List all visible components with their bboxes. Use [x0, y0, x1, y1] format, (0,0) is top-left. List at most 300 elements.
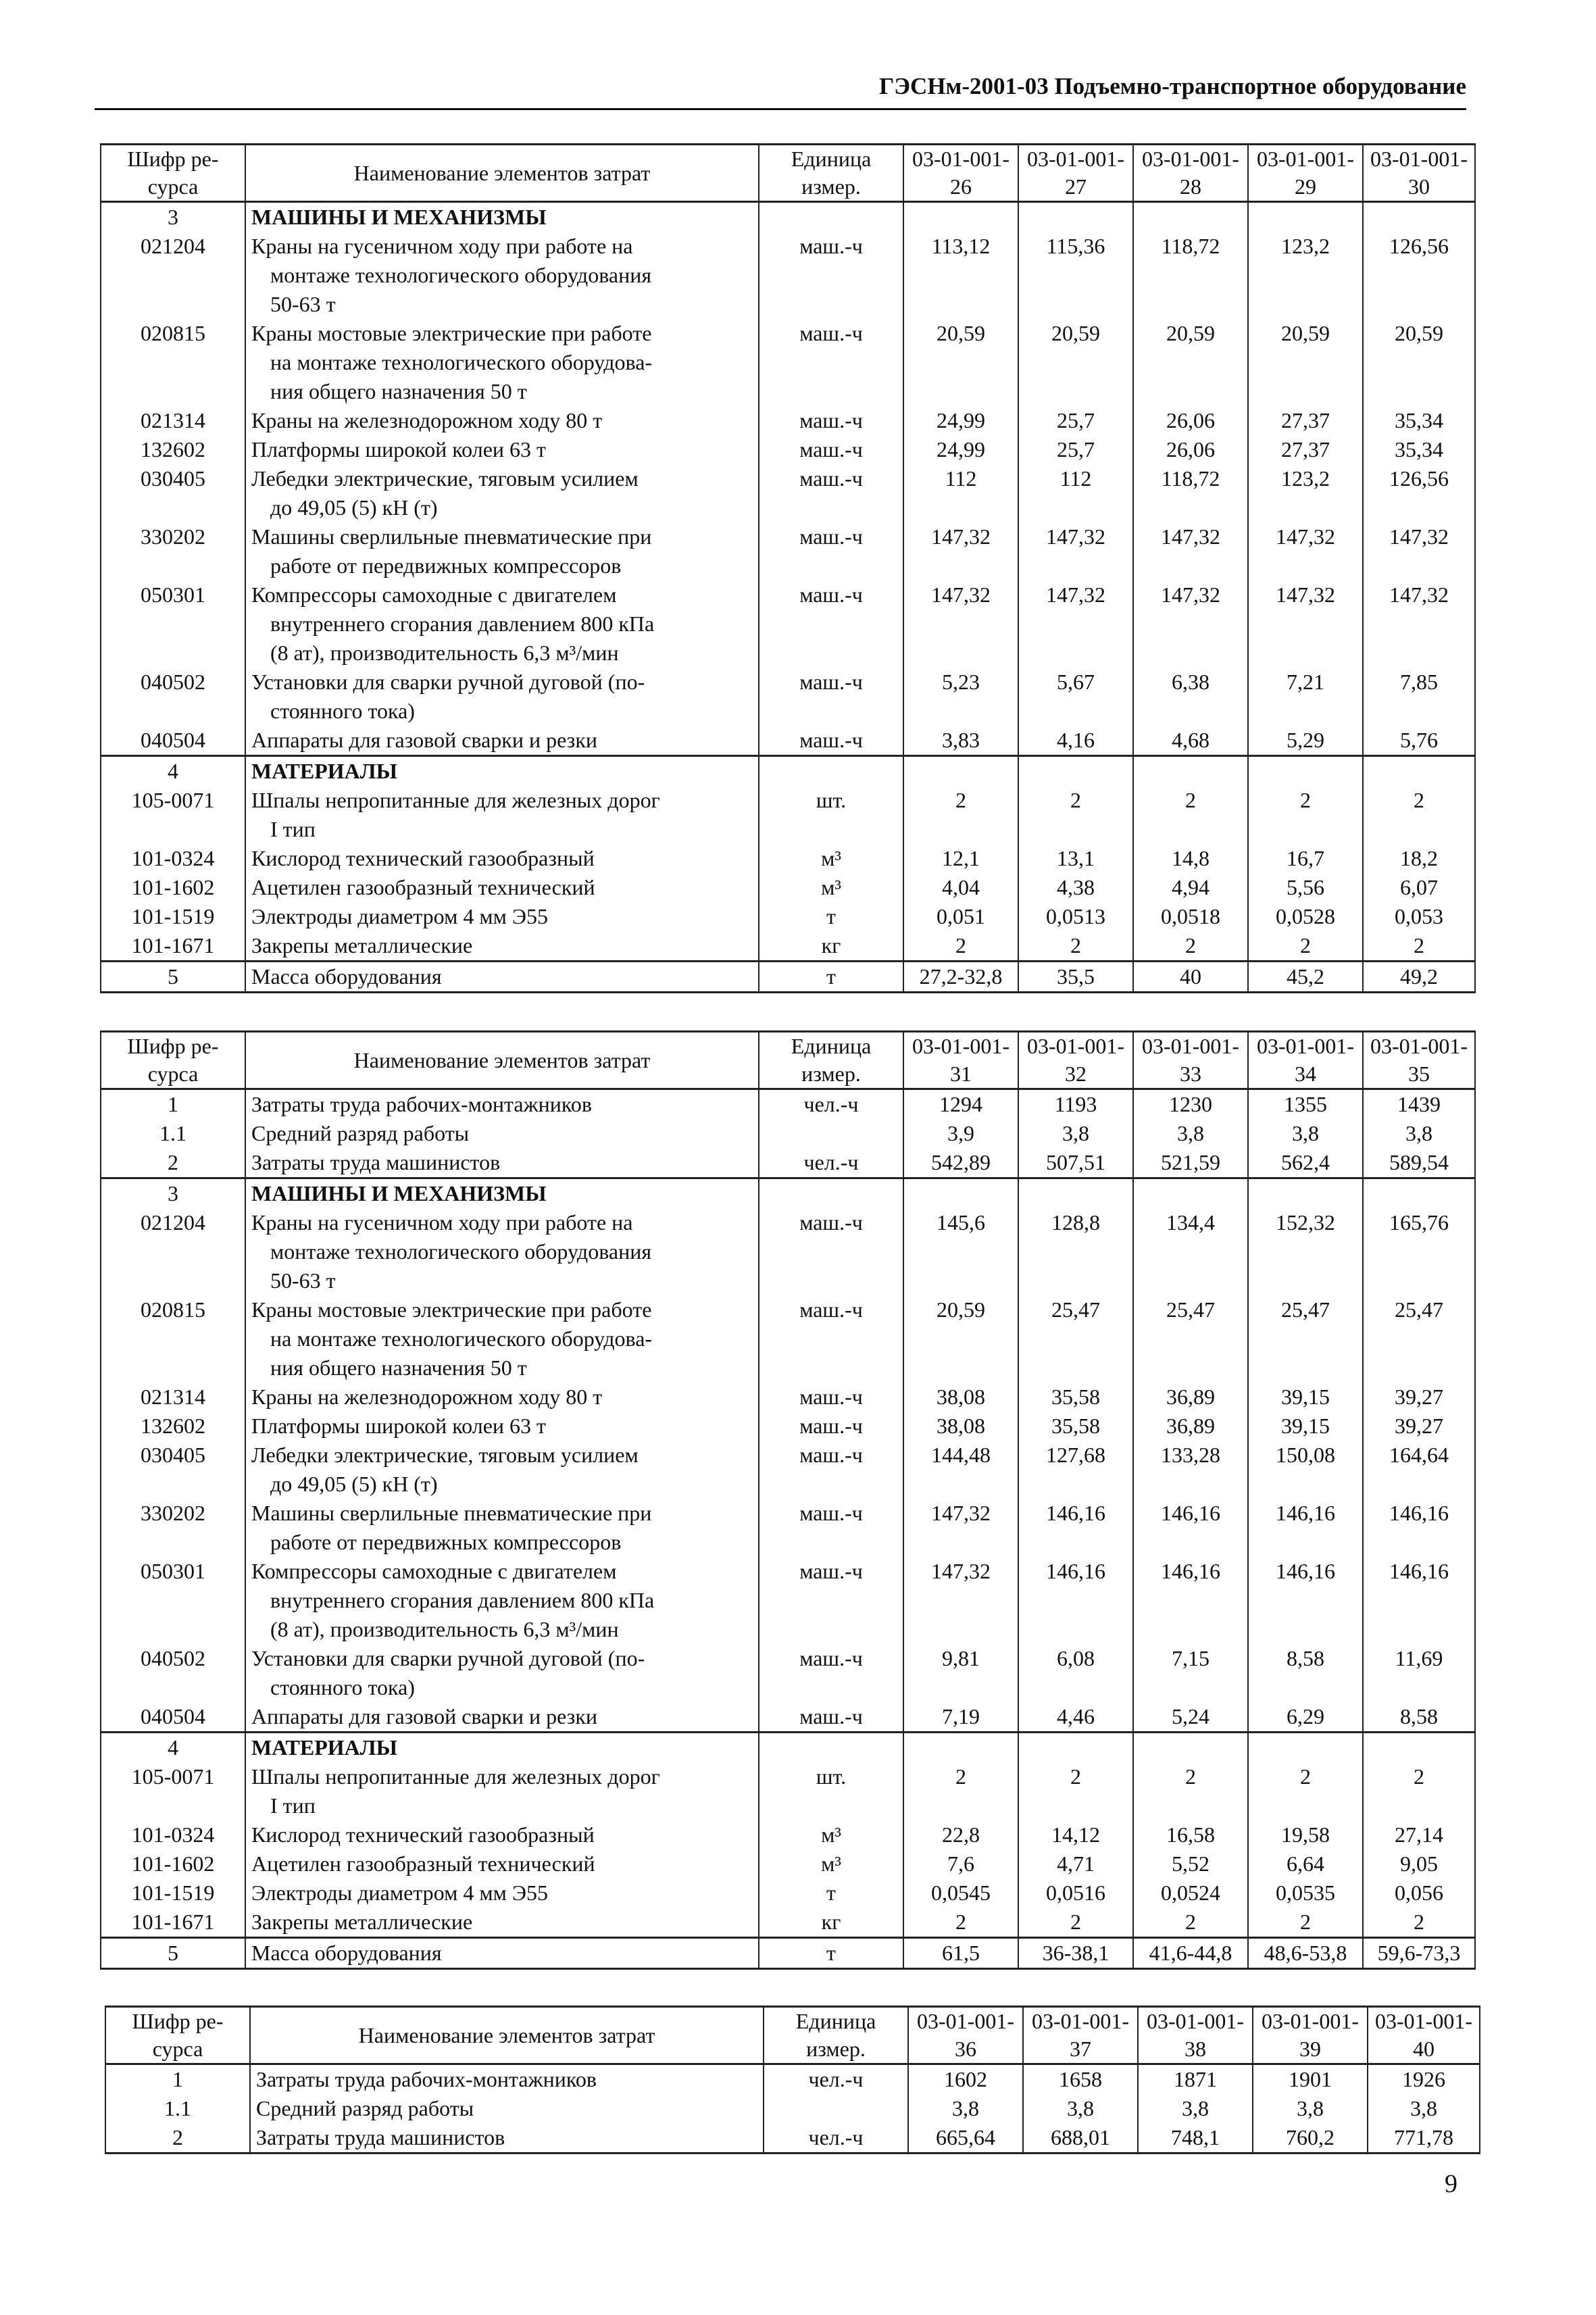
cost-element-name — [245, 232, 759, 319]
value-cell — [903, 1178, 1018, 1209]
resource-code: 101-1519 — [101, 902, 245, 931]
header-title: ГЭСНм-2001-03 Подъемно-транспортное оборудование — [879, 73, 1466, 99]
header-col-code: 03-01-001-27 — [1018, 145, 1133, 202]
value-cell: 2 — [1133, 931, 1248, 962]
value-cell — [1133, 202, 1248, 232]
resource-code: 021314 — [101, 1383, 245, 1412]
value-cell: 20,59 — [1248, 319, 1363, 406]
resource-code: 2 — [105, 2123, 250, 2154]
name-line: Закрепы металлические — [251, 933, 473, 957]
value-cell: 3,8 — [908, 2094, 1023, 2123]
value-cell — [1018, 756, 1133, 787]
table-row — [101, 1849, 1475, 1878]
value-cell: 562,4 — [1248, 1148, 1363, 1178]
table-row — [101, 1383, 1475, 1412]
value-cell: 1871 — [1138, 2064, 1253, 2095]
name-line: Аппараты для газовой сварки и резки — [251, 1704, 597, 1728]
table-row — [101, 1208, 1475, 1295]
value-cell: 3,8 — [1253, 2094, 1368, 2123]
name-line: Средний разряд работы — [256, 2096, 474, 2120]
table-row — [105, 2123, 1480, 2154]
name-line: Затраты труда машинистов — [256, 2125, 505, 2149]
table-row — [101, 873, 1475, 902]
unit: м³ — [759, 1820, 903, 1849]
header-code: Шифр ре-сурса — [101, 1032, 245, 1089]
value-cell: 507,51 — [1018, 1148, 1133, 1178]
resource-code: 1 — [105, 2064, 250, 2095]
resource-code: 1 — [101, 1089, 245, 1120]
value-cell: 16,7 — [1248, 844, 1363, 873]
value-cell: 147,32 — [1248, 522, 1363, 580]
value-cell: 127,68 — [1018, 1441, 1133, 1499]
resource-code: 1.1 — [105, 2094, 250, 2123]
unit: т — [759, 962, 903, 993]
value-cell — [1248, 202, 1363, 232]
value-cell: 521,59 — [1133, 1148, 1248, 1178]
cost-element-name — [245, 1295, 759, 1383]
table-row — [101, 931, 1475, 962]
name-line: Масса оборудования — [251, 964, 442, 989]
page-number: 9 — [1445, 2170, 1457, 2198]
value-cell: 16,58 — [1133, 1820, 1248, 1849]
cost-element-name — [245, 902, 759, 931]
value-cell: 7,21 — [1248, 668, 1363, 726]
value-cell: 152,32 — [1248, 1208, 1363, 1295]
name-line: МАШИНЫ И МЕХАНИЗМЫ — [251, 205, 547, 229]
value-cell: 38,08 — [903, 1412, 1018, 1441]
value-cell: 22,8 — [903, 1820, 1018, 1849]
header-code: Шифр ре-сурса — [101, 145, 245, 202]
table-row — [101, 962, 1475, 993]
name-line: 50-63 т — [270, 1268, 336, 1293]
name-line: Установки для сварки ручной дуговой (по- — [251, 1646, 645, 1670]
value-cell: 9,05 — [1363, 1849, 1475, 1878]
value-cell: 2 — [1133, 1908, 1248, 1938]
name-line: Машины сверлильные пневматические при — [251, 1501, 652, 1525]
value-cell: 2 — [1018, 1762, 1133, 1820]
table-row — [101, 844, 1475, 873]
resource-code: 030405 — [101, 464, 245, 522]
value-cell: 0,0516 — [1018, 1878, 1133, 1908]
value-cell: 25,47 — [1248, 1295, 1363, 1383]
value-cell: 2 — [1248, 786, 1363, 844]
value-cell — [903, 756, 1018, 787]
section-row — [101, 1733, 1475, 1763]
name-line: (8 ат), производительность 6,3 м³/мин — [270, 641, 619, 665]
value-cell: 12,1 — [903, 844, 1018, 873]
value-cell — [903, 1733, 1018, 1763]
table-row — [101, 1148, 1475, 1178]
value-cell: 147,32 — [1133, 522, 1248, 580]
value-cell: 6,07 — [1363, 873, 1475, 902]
value-cell: 2 — [1248, 1908, 1363, 1938]
value-cell: 20,59 — [1133, 319, 1248, 406]
unit — [764, 2094, 908, 2123]
table-row — [101, 902, 1475, 931]
resource-table-2 — [100, 1030, 1476, 1970]
value-cell: 113,12 — [903, 232, 1018, 319]
table-row — [101, 1499, 1475, 1557]
resource-code: 5 — [101, 1938, 245, 1969]
value-cell — [1248, 756, 1363, 787]
table-row — [101, 786, 1475, 844]
unit: маш.-ч — [759, 319, 903, 406]
header-col-code: 03-01-001-36 — [908, 2007, 1023, 2064]
value-cell: 3,83 — [903, 726, 1018, 756]
cost-element-name — [245, 1908, 759, 1938]
name-line: Электроды диаметром 4 мм Э55 — [251, 904, 548, 928]
value-cell: 25,47 — [1363, 1295, 1475, 1383]
unit — [759, 1119, 903, 1148]
value-cell: 0,0535 — [1248, 1878, 1363, 1908]
resource-code: 021204 — [101, 232, 245, 319]
value-cell: 147,32 — [1018, 522, 1133, 580]
value-cell: 146,16 — [1018, 1557, 1133, 1644]
value-cell: 1901 — [1253, 2064, 1368, 2095]
value-cell: 147,32 — [903, 522, 1018, 580]
unit: маш.-ч — [759, 1702, 903, 1733]
name-line: (8 ат), производительность 6,3 м³/мин — [270, 1617, 619, 1641]
unit: м³ — [759, 1849, 903, 1878]
name-line: монтаже технологического оборудования — [270, 1239, 652, 1264]
resource-code: 132602 — [101, 1412, 245, 1441]
header-col-code: 03-01-001-28 — [1133, 145, 1248, 202]
value-cell: 748,1 — [1138, 2123, 1253, 2154]
unit: маш.-ч — [759, 726, 903, 756]
value-cell — [1363, 202, 1475, 232]
header-col-code: 03-01-001-39 — [1253, 2007, 1368, 2064]
value-cell: 146,16 — [1248, 1557, 1363, 1644]
value-cell: 2 — [1133, 1762, 1248, 1820]
value-cell: 2 — [903, 786, 1018, 844]
value-cell: 13,1 — [1018, 844, 1133, 873]
value-cell: 2 — [903, 931, 1018, 962]
table-row — [101, 1878, 1475, 1908]
value-cell: 5,24 — [1133, 1702, 1248, 1733]
resource-code: 021204 — [101, 1208, 245, 1295]
value-cell: 8,58 — [1248, 1644, 1363, 1702]
resource-code: 040504 — [101, 1702, 245, 1733]
resource-code: 040504 — [101, 726, 245, 756]
name-line: ния общего назначения 50 т — [270, 1355, 527, 1380]
table-row — [101, 1702, 1475, 1733]
header-col-code: 03-01-001-34 — [1248, 1032, 1363, 1089]
value-cell: 115,36 — [1018, 232, 1133, 319]
resource-code: 020815 — [101, 319, 245, 406]
value-cell: 146,16 — [1363, 1499, 1475, 1557]
name-line: Краны мостовые электрические при работе — [251, 321, 652, 345]
value-cell: 146,16 — [1133, 1557, 1248, 1644]
value-cell: 1602 — [908, 2064, 1023, 2095]
value-cell: 147,32 — [903, 1557, 1018, 1644]
table-header-row — [105, 2007, 1480, 2064]
header-name: Наименование элементов затрат — [245, 1032, 759, 1089]
value-cell: 61,5 — [903, 1938, 1018, 1969]
unit: чел.-ч — [764, 2123, 908, 2154]
value-cell: 1193 — [1018, 1089, 1133, 1120]
name-line: Ацетилен газообразный технический — [251, 1851, 595, 1876]
value-cell: 1926 — [1368, 2064, 1480, 2095]
value-cell: 25,7 — [1018, 435, 1133, 464]
resource-code: 105-0071 — [101, 1762, 245, 1820]
value-cell: 24,99 — [903, 406, 1018, 435]
name-line: Кислород технический газообразный — [251, 846, 595, 870]
value-cell: 146,16 — [1363, 1557, 1475, 1644]
resource-code: 330202 — [101, 1499, 245, 1557]
value-cell — [903, 202, 1018, 232]
value-cell: 0,056 — [1363, 1878, 1475, 1908]
name-line: на монтаже технологического оборудова- — [270, 1326, 653, 1351]
value-cell: 14,12 — [1018, 1820, 1133, 1849]
resource-code: 1.1 — [101, 1119, 245, 1148]
value-cell: 589,54 — [1363, 1148, 1475, 1178]
running-header — [95, 68, 1466, 110]
value-cell: 126,56 — [1363, 464, 1475, 522]
name-line: стоянного тока) — [270, 699, 415, 723]
table-row — [101, 1938, 1475, 1969]
name-line: Затраты труда рабочих-монтажников — [251, 1092, 592, 1116]
value-cell: 24,99 — [903, 435, 1018, 464]
unit: маш.-ч — [759, 1499, 903, 1557]
cost-element-name — [250, 2064, 764, 2095]
value-cell: 2 — [903, 1908, 1018, 1938]
value-cell: 8,58 — [1363, 1702, 1475, 1733]
name-line: 50-63 т — [270, 292, 336, 316]
value-cell: 26,06 — [1133, 435, 1248, 464]
name-line: Затраты труда рабочих-монтажников — [256, 2067, 597, 2091]
unit — [759, 1178, 903, 1209]
unit: т — [759, 1878, 903, 1908]
value-cell: 27,37 — [1248, 406, 1363, 435]
name-line: Краны на железнодорожном ходу 80 т — [251, 1385, 603, 1409]
cost-element-name — [245, 522, 759, 580]
value-cell: 18,2 — [1363, 844, 1475, 873]
table-row — [101, 522, 1475, 580]
resource-code: 101-1602 — [101, 873, 245, 902]
value-cell: 665,64 — [908, 2123, 1023, 2154]
value-cell: 48,6-53,8 — [1248, 1938, 1363, 1969]
section-row — [101, 1178, 1475, 1209]
header-col-code: 03-01-001-29 — [1248, 145, 1363, 202]
value-cell: 59,6-73,3 — [1363, 1938, 1475, 1969]
value-cell: 4,71 — [1018, 1849, 1133, 1878]
resource-code: 132602 — [101, 435, 245, 464]
resource-code: 101-1671 — [101, 1908, 245, 1938]
value-cell: 118,72 — [1133, 464, 1248, 522]
value-cell — [1248, 1733, 1363, 1763]
cost-element-name — [245, 756, 759, 787]
header-name: Наименование элементов затрат — [250, 2007, 764, 2064]
value-cell: 146,16 — [1248, 1499, 1363, 1557]
value-cell: 7,15 — [1133, 1644, 1248, 1702]
table-header-row — [101, 1032, 1475, 1089]
value-cell: 760,2 — [1253, 2123, 1368, 2154]
value-cell: 25,47 — [1018, 1295, 1133, 1383]
unit: маш.-ч — [759, 1412, 903, 1441]
name-line: ния общего назначения 50 т — [270, 379, 527, 403]
value-cell: 36,89 — [1133, 1383, 1248, 1412]
header-unit: Единица измер. — [759, 145, 903, 202]
table-row — [101, 1820, 1475, 1849]
value-cell: 5,56 — [1248, 873, 1363, 902]
value-cell: 2 — [1248, 931, 1363, 962]
value-cell: 2 — [903, 1762, 1018, 1820]
cost-element-name — [245, 786, 759, 844]
cost-element-name — [245, 464, 759, 522]
cost-element-name — [245, 1208, 759, 1295]
value-cell: 1439 — [1363, 1089, 1475, 1120]
value-cell: 144,48 — [903, 1441, 1018, 1499]
unit: маш.-ч — [759, 232, 903, 319]
cost-element-name — [245, 1557, 759, 1644]
name-line: Шпалы непропитанные для железных дорог — [251, 788, 660, 812]
table-row — [101, 1762, 1475, 1820]
table-row — [101, 668, 1475, 726]
value-cell: 41,6-44,8 — [1133, 1938, 1248, 1969]
unit: шт. — [759, 1762, 903, 1820]
cost-element-name — [245, 202, 759, 232]
resource-code: 3 — [101, 1178, 245, 1209]
value-cell: 4,16 — [1018, 726, 1133, 756]
cost-element-name — [245, 1762, 759, 1820]
value-cell: 4,04 — [903, 873, 1018, 902]
value-cell: 147,32 — [903, 1499, 1018, 1557]
resource-code: 050301 — [101, 580, 245, 668]
cost-element-name — [245, 1878, 759, 1908]
value-cell: 7,85 — [1363, 668, 1475, 726]
value-cell: 0,053 — [1363, 902, 1475, 931]
value-cell: 4,46 — [1018, 1702, 1133, 1733]
table-row — [101, 464, 1475, 522]
value-cell: 1294 — [903, 1089, 1018, 1120]
value-cell: 6,08 — [1018, 1644, 1133, 1702]
header-col-code: 03-01-001-31 — [903, 1032, 1018, 1089]
value-cell: 35,34 — [1363, 435, 1475, 464]
name-line: Электроды диаметром 4 мм Э55 — [251, 1881, 548, 1905]
value-cell: 3,8 — [1023, 2094, 1138, 2123]
table-row — [101, 232, 1475, 319]
table-row — [101, 1089, 1475, 1120]
value-cell: 6,29 — [1248, 1702, 1363, 1733]
cost-element-name — [245, 1089, 759, 1120]
unit — [759, 756, 903, 787]
name-line: работе от передвижных компрессоров — [270, 1530, 622, 1554]
resource-code: 4 — [101, 756, 245, 787]
resource-code: 330202 — [101, 522, 245, 580]
value-cell: 0,0513 — [1018, 902, 1133, 931]
cost-element-name — [245, 435, 759, 464]
cost-element-name — [245, 873, 759, 902]
name-line: Масса оборудования — [251, 1941, 442, 1965]
table-row — [101, 319, 1475, 406]
header-unit: Единица измер. — [759, 1032, 903, 1089]
name-line: Компрессоры самоходные с двигателем — [251, 1559, 617, 1583]
value-cell: 112 — [903, 464, 1018, 522]
value-cell: 3,8 — [1248, 1119, 1363, 1148]
table-row — [101, 1644, 1475, 1702]
cost-element-name — [245, 1412, 759, 1441]
name-line: I тип — [270, 817, 316, 841]
value-cell — [1133, 756, 1248, 787]
header-unit: Единица измер. — [764, 2007, 908, 2064]
unit: маш.-ч — [759, 580, 903, 668]
name-line: Платформы широкой колеи 63 т — [251, 1414, 547, 1438]
unit: кг — [759, 931, 903, 962]
cost-element-name — [245, 319, 759, 406]
cost-element-name — [245, 668, 759, 726]
value-cell: 118,72 — [1133, 232, 1248, 319]
resource-code: 101-1602 — [101, 1849, 245, 1878]
value-cell: 2 — [1018, 786, 1133, 844]
unit — [759, 202, 903, 232]
header-name: Наименование элементов затрат — [245, 145, 759, 202]
name-line: внутреннего сгорания давлением 800 кПа — [270, 1588, 655, 1612]
name-line: Установки для сварки ручной дуговой (по- — [251, 670, 645, 694]
name-line: Краны на гусеничном ходу при работе на — [251, 1210, 633, 1235]
value-cell: 1230 — [1133, 1089, 1248, 1120]
value-cell: 25,47 — [1133, 1295, 1248, 1383]
value-cell: 27,2-32,8 — [903, 962, 1018, 993]
unit: маш.-ч — [759, 435, 903, 464]
resource-code: 2 — [101, 1148, 245, 1178]
value-cell: 14,8 — [1133, 844, 1248, 873]
name-line: Закрепы металлические — [251, 1910, 473, 1934]
value-cell: 147,32 — [1133, 580, 1248, 668]
resource-table-3 — [105, 2006, 1480, 2154]
value-cell: 25,7 — [1018, 406, 1133, 435]
value-cell: 3,8 — [1018, 1119, 1133, 1148]
value-cell: 5,76 — [1363, 726, 1475, 756]
value-cell: 133,28 — [1133, 1441, 1248, 1499]
value-cell: 165,76 — [1363, 1208, 1475, 1295]
value-cell: 39,27 — [1363, 1383, 1475, 1412]
unit: т — [759, 1938, 903, 1969]
value-cell: 38,08 — [903, 1383, 1018, 1412]
value-cell — [1018, 1733, 1133, 1763]
value-cell: 5,52 — [1133, 1849, 1248, 1878]
name-line: Компрессоры самоходные с двигателем — [251, 582, 617, 607]
cost-element-name — [245, 1499, 759, 1557]
unit: маш.-ч — [759, 406, 903, 435]
value-cell: 123,2 — [1248, 464, 1363, 522]
resource-code: 020815 — [101, 1295, 245, 1383]
value-cell: 20,59 — [1018, 319, 1133, 406]
value-cell: 771,78 — [1368, 2123, 1480, 2154]
unit: маш.-ч — [759, 464, 903, 522]
value-cell: 2 — [1363, 786, 1475, 844]
table-row — [101, 1908, 1475, 1938]
value-cell: 4,94 — [1133, 873, 1248, 902]
table-row — [101, 1295, 1475, 1383]
resource-code: 021314 — [101, 406, 245, 435]
unit: кг — [759, 1908, 903, 1938]
header-col-code: 03-01-001-37 — [1023, 2007, 1138, 2064]
value-cell: 146,16 — [1018, 1499, 1133, 1557]
value-cell: 2 — [1018, 931, 1133, 962]
unit: шт. — [759, 786, 903, 844]
value-cell: 4,68 — [1133, 726, 1248, 756]
name-line: Машины сверлильные пневматические при — [251, 524, 652, 549]
value-cell — [1133, 1178, 1248, 1209]
table-row — [101, 1441, 1475, 1499]
name-line: на монтаже технологического оборудова- — [270, 350, 653, 374]
value-cell: 1658 — [1023, 2064, 1138, 2095]
resource-code: 4 — [101, 1733, 245, 1763]
name-line: Ацетилен газообразный технический — [251, 875, 595, 899]
table-row — [101, 726, 1475, 756]
cost-element-name — [245, 1178, 759, 1209]
value-cell: 9,81 — [903, 1644, 1018, 1702]
